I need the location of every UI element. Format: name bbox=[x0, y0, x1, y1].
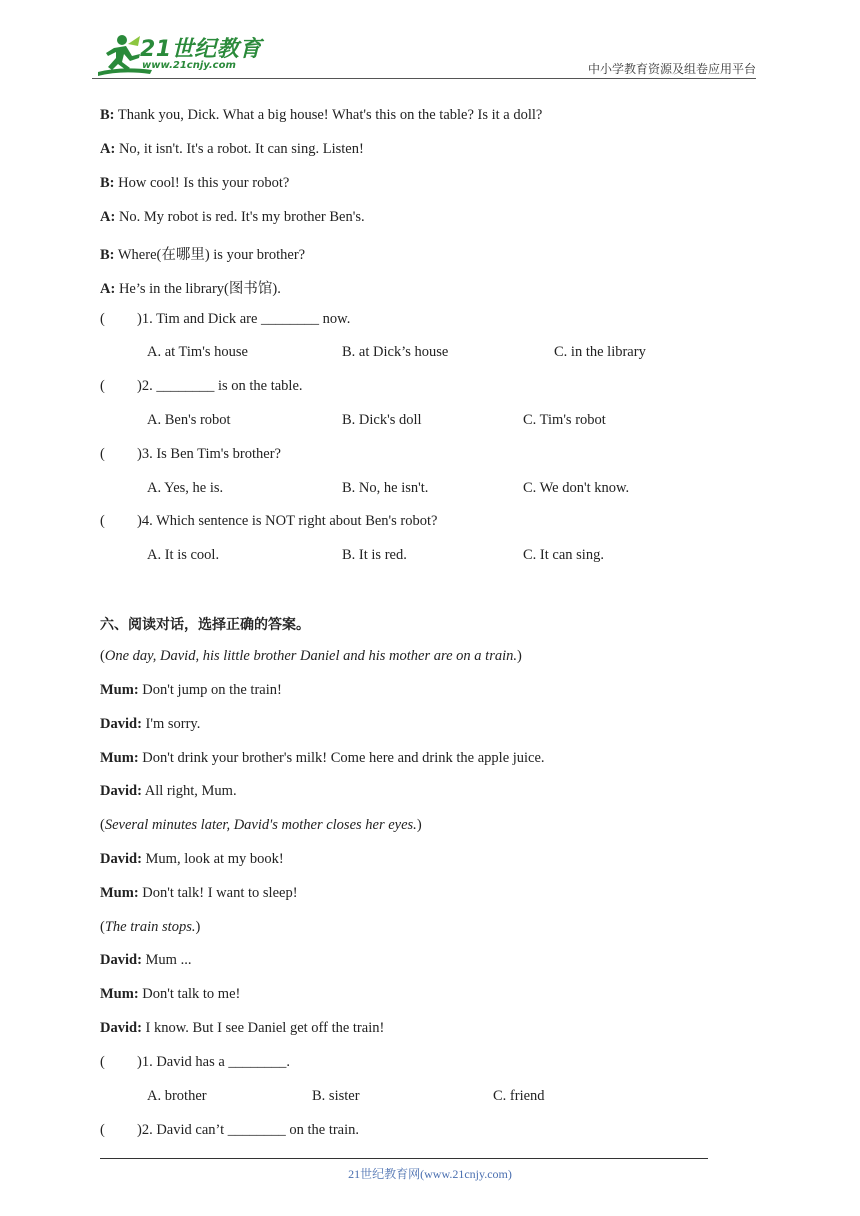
dialogue-line: Mum: Don't talk! I want to sleep! bbox=[100, 885, 298, 901]
stage-direction: (Several minutes later, David's mother closes her eyes.) bbox=[100, 817, 422, 833]
option-b: B. Dick's doll bbox=[342, 412, 422, 428]
dialogue-line: A: He’s in the library(图书馆). bbox=[100, 281, 281, 297]
header-divider bbox=[92, 78, 756, 79]
dialogue-line: B: Thank you, Dick. What a big house! What's this on the table? Is it a doll? bbox=[100, 107, 543, 123]
header-slogan: 中小学教育资源及组卷应用平台 bbox=[587, 62, 756, 76]
option-a: A. brother bbox=[147, 1088, 207, 1104]
dialogue-line: David: I'm sorry. bbox=[100, 716, 201, 732]
option-c: C. We don't know. bbox=[523, 480, 630, 496]
option-c: C. in the library bbox=[554, 344, 646, 360]
option-b: B. at Dick’s house bbox=[342, 344, 449, 360]
option-c: C. Tim's robot bbox=[523, 412, 606, 428]
option-a: A. It is cool. bbox=[147, 547, 220, 563]
stage-direction: (The train stops.) bbox=[100, 919, 201, 935]
dialogue-line: David: Mum ... bbox=[100, 952, 192, 968]
dialogue-line: David: I know. But I see Daniel get off the train! bbox=[100, 1020, 385, 1036]
option-c: C. It can sing. bbox=[523, 547, 604, 563]
option-c: C. friend bbox=[493, 1088, 545, 1104]
footer-text: 21世纪教育网(www.21cnjy.com) bbox=[348, 1167, 512, 1181]
dialogue-line: B: How cool! Is this your robot? bbox=[100, 175, 290, 191]
question-1: ( )1. Tim and Dick are ________ now. bbox=[100, 311, 351, 327]
dialogue-line: Mum: Don't drink your brother's milk! Come here and drink the apple juice. bbox=[100, 750, 545, 766]
dialogue-line: A: No, it isn't. It's a robot. It can sing. Listen! bbox=[100, 141, 364, 157]
dialogue-line: B: Where(在哪里) is your brother? bbox=[100, 247, 306, 263]
question-3: ( )3. Is Ben Tim's brother? bbox=[100, 446, 281, 462]
footer-divider bbox=[100, 1158, 708, 1159]
dialogue-line: Mum: Don't talk to me! bbox=[100, 986, 241, 1002]
question-2: ( )2. ________ is on the table. bbox=[100, 378, 303, 394]
dialogue-line: David: Mum, look at my book! bbox=[100, 851, 284, 867]
dialogue-line: David: All right, Mum. bbox=[100, 783, 237, 799]
stage-direction: (One day, David, his little brother Daniel and his mother are on a train.) bbox=[100, 648, 522, 664]
dialogue-line: A: No. My robot is red. It's my brother Ben's. bbox=[100, 209, 365, 225]
logo-text: 21世纪教育 bbox=[140, 37, 262, 62]
question-2: ( )2. David can’t ________ on the train. bbox=[100, 1122, 360, 1138]
section-heading: 六、阅读对话，选择正确的答案。 bbox=[100, 617, 310, 633]
question-1: ( )1. David has a ________. bbox=[100, 1054, 291, 1070]
question-4: ( )4. Which sentence is NOT right about Ben's robot? bbox=[100, 513, 438, 529]
option-b: B. No, he isn't. bbox=[342, 480, 429, 496]
option-b: B. sister bbox=[312, 1088, 360, 1104]
option-a: A. Ben's robot bbox=[147, 412, 231, 428]
option-a: A. Yes, he is. bbox=[147, 480, 224, 496]
option-a: A. at Tim's house bbox=[147, 344, 248, 360]
dialogue-line: Mum: Don't jump on the train! bbox=[100, 682, 282, 698]
page-header bbox=[92, 30, 756, 80]
logo-url: www.21cnjy.com bbox=[142, 60, 236, 71]
option-b: B. It is red. bbox=[342, 547, 407, 563]
